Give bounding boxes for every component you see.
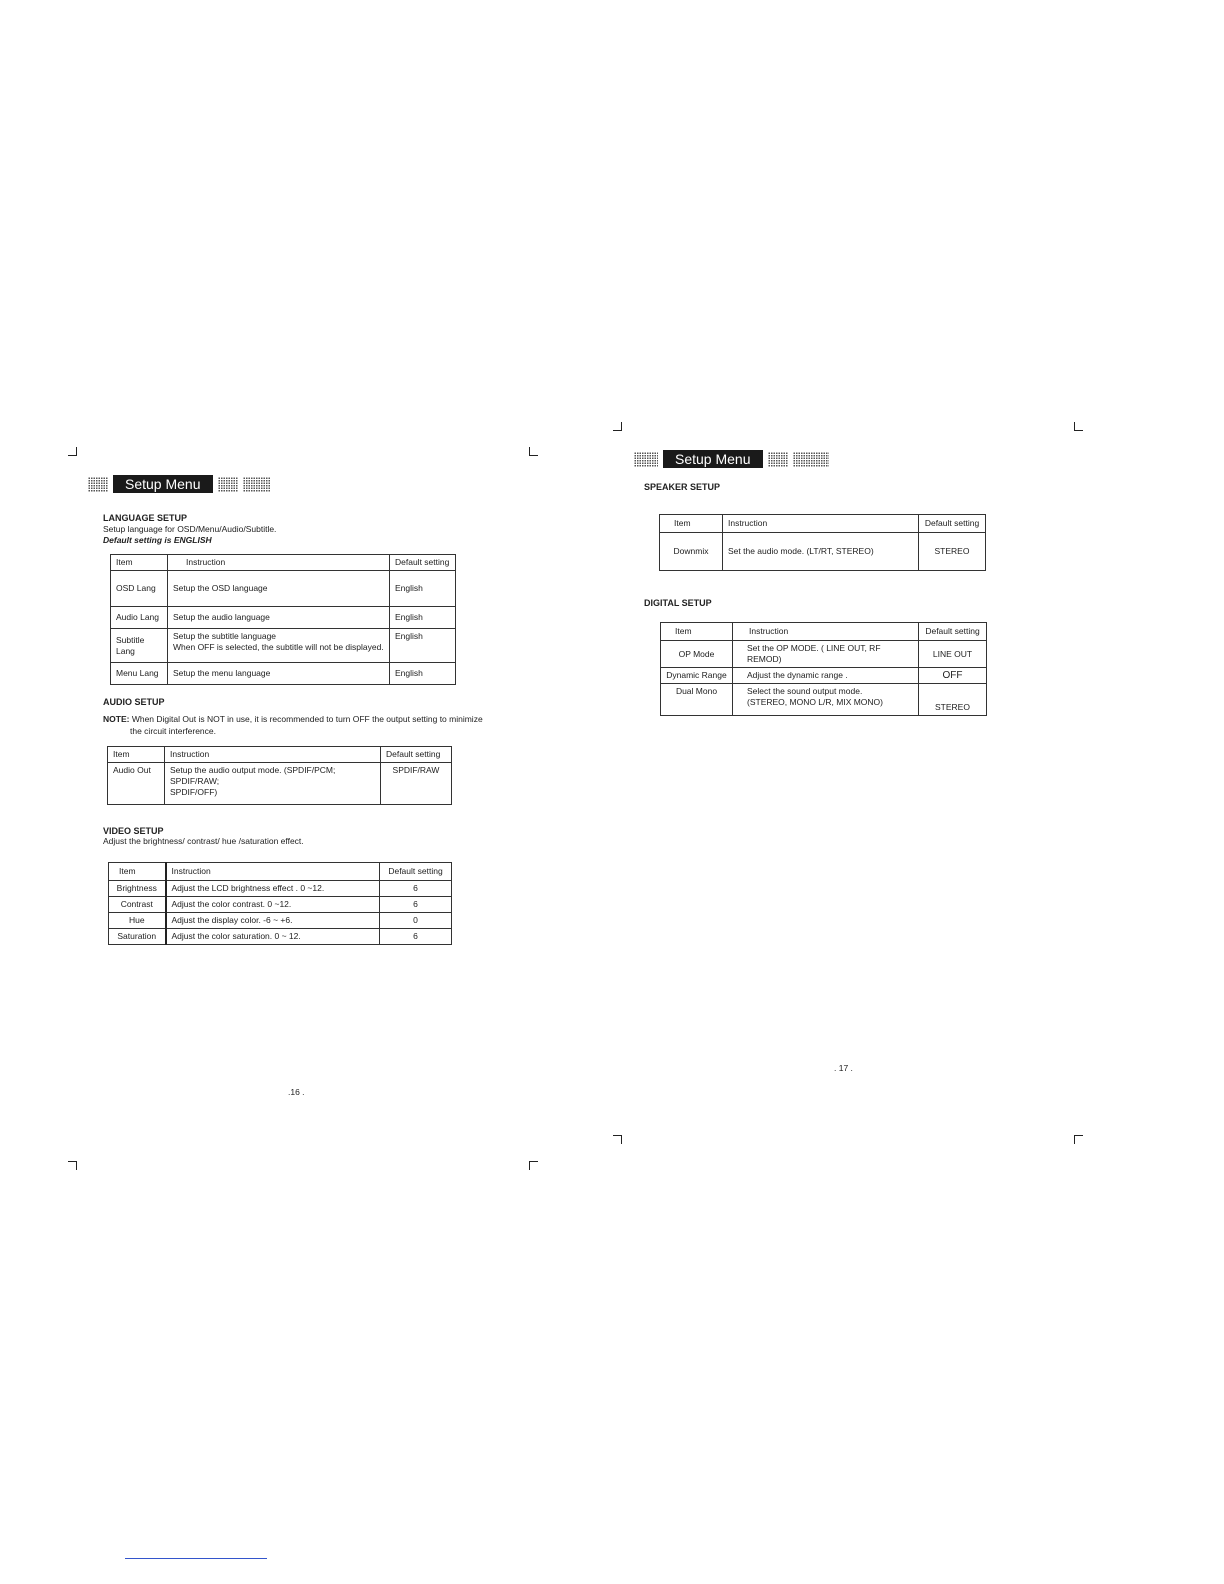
dot-pattern-icon <box>243 477 271 492</box>
dot-pattern-icon <box>218 477 238 492</box>
row-default: 6 <box>380 881 452 897</box>
column-header-instruction: Instruction <box>166 863 380 881</box>
table-row <box>660 533 986 571</box>
audio-note <box>103 713 483 725</box>
row-item: Menu Lang <box>111 663 168 685</box>
row-instruction-line2: When OFF is selected, the subtitle will not be displayed. <box>173 642 384 652</box>
row-item: Dual Mono <box>661 684 733 716</box>
page-number: .16 . <box>288 1087 305 1097</box>
bottom-link-underline[interactable] <box>125 1558 267 1559</box>
language-setup-table <box>110 554 456 685</box>
video-setup-description: Adjust the brightness/ contrast/ hue /saturation effect. <box>103 836 304 846</box>
table-row <box>109 913 452 929</box>
row-instruction <box>168 629 390 663</box>
row-instruction <box>165 763 381 805</box>
dot-pattern-icon <box>634 452 658 467</box>
row-instruction-line1: Setup the audio output mode. (SPDIF/PCM; SPDIF/RAW; <box>170 765 336 786</box>
row-default: English <box>390 571 456 607</box>
table-header-row <box>111 555 456 571</box>
audio-setup-heading: AUDIO SETUP <box>103 697 165 707</box>
table-row <box>109 881 452 897</box>
video-setup-heading: VIDEO SETUP <box>103 826 164 836</box>
table-row <box>111 607 456 629</box>
row-instruction-line2: SPDIF/OFF) <box>170 787 218 797</box>
row-default: English <box>390 663 456 685</box>
row-instruction: Adjust the LCD brightness effect . 0 ~12. <box>166 881 380 897</box>
column-header-default: Default setting <box>919 515 986 533</box>
row-item: Subtitle Lang <box>111 629 168 663</box>
dot-pattern-icon <box>88 477 108 492</box>
manual-page-17 <box>608 415 1098 1145</box>
row-default: 6 <box>380 897 452 913</box>
table-row <box>111 629 456 663</box>
setup-menu-banner <box>634 450 834 468</box>
row-instruction: Set the audio mode. (LT/RT, STEREO) <box>723 533 919 571</box>
table-row <box>108 763 452 805</box>
row-default: SPDIF/RAW <box>381 763 452 805</box>
row-instruction: Adjust the display color. -6 ~ +6. <box>166 913 380 929</box>
table-header-row <box>661 623 987 641</box>
column-header-item: Item <box>108 747 165 763</box>
row-instruction-line2: (STEREO, MONO L/R, MIX MONO) <box>747 697 884 707</box>
row-instruction <box>733 684 919 716</box>
row-instruction: Adjust the dynamic range . <box>733 668 919 684</box>
row-instruction: Adjust the color saturation. 0 ~ 12. <box>166 929 380 945</box>
language-setup-heading: LANGUAGE SETUP <box>103 513 188 523</box>
column-header-instruction: Instruction <box>733 623 919 641</box>
banner-title: Setup Menu <box>113 475 213 493</box>
table-row <box>109 929 452 945</box>
audio-note-line2: the circuit interference. <box>130 726 216 736</box>
row-item: Downmix <box>660 533 723 571</box>
table-header-row <box>660 515 986 533</box>
dot-pattern-icon <box>793 452 829 467</box>
table-row <box>109 897 452 913</box>
page-number: . 17 . <box>834 1063 853 1073</box>
table-row <box>661 668 987 684</box>
column-header-item: Item <box>661 623 733 641</box>
row-item: Dynamic Range <box>661 668 733 684</box>
row-instruction: Setup the menu language <box>168 663 390 685</box>
column-header-item: Item <box>660 515 723 533</box>
digital-setup-heading: DIGITAL SETUP <box>644 598 712 608</box>
row-instruction: Setup the audio language <box>168 607 390 629</box>
row-default: 6 <box>380 929 452 945</box>
note-text: When Digital Out is NOT in use, it is recommended to turn OFF the output setting to minimize <box>131 714 483 724</box>
row-item: Contrast <box>109 897 166 913</box>
audio-setup-table <box>107 746 452 805</box>
row-item: Saturation <box>109 929 166 945</box>
row-item: Brightness <box>109 881 166 897</box>
manual-page-16 <box>60 440 540 1170</box>
table-row <box>661 641 987 668</box>
column-header-item: Item <box>111 555 168 571</box>
row-instruction: Setup the OSD language <box>168 571 390 607</box>
column-header-default: Default setting <box>919 623 987 641</box>
row-default: STEREO <box>919 533 986 571</box>
row-default: English <box>390 607 456 629</box>
row-item: OP Mode <box>661 641 733 668</box>
column-header-default: Default setting <box>380 863 452 881</box>
column-header-instruction: Instruction <box>723 515 919 533</box>
speaker-setup-heading: SPEAKER SETUP <box>644 482 721 492</box>
video-setup-table <box>108 862 452 945</box>
row-default: English <box>390 629 456 663</box>
row-instruction-line1: Select the sound output mode. <box>747 686 863 696</box>
dot-pattern-icon <box>768 452 788 467</box>
row-default: 0 <box>380 913 452 929</box>
table-header-row <box>108 747 452 763</box>
column-header-default: Default setting <box>390 555 456 571</box>
row-item: Audio Out <box>108 763 165 805</box>
table-row <box>661 684 987 716</box>
column-header-default: Default setting <box>381 747 452 763</box>
row-instruction-line1: Setup the subtitle language <box>173 631 277 641</box>
row-instruction: Adjust the color contrast. 0 ~12. <box>166 897 380 913</box>
column-header-instruction: Instruction <box>168 555 390 571</box>
setup-menu-banner <box>88 475 276 493</box>
table-row <box>111 571 456 607</box>
digital-setup-table <box>660 622 987 716</box>
column-header-item: Item <box>109 863 166 881</box>
row-default: STEREO <box>919 684 987 716</box>
table-header-row <box>109 863 452 881</box>
row-default: OFF <box>919 668 987 684</box>
row-instruction: Set the OP MODE. ( LINE OUT, RF REMOD) <box>733 641 919 668</box>
language-setup-description: Setup language for OSD/Menu/Audio/Subtitle. <box>103 524 277 534</box>
table-row <box>111 663 456 685</box>
column-header-instruction: Instruction <box>165 747 381 763</box>
banner-title: Setup Menu <box>663 450 763 468</box>
language-default-note: Default setting is ENGLISH <box>103 535 212 545</box>
row-item: Hue <box>109 913 166 929</box>
note-label: NOTE: <box>103 714 130 724</box>
speaker-setup-table <box>659 514 986 571</box>
row-item: Audio Lang <box>111 607 168 629</box>
row-item: OSD Lang <box>111 571 168 607</box>
row-default: LINE OUT <box>919 641 987 668</box>
